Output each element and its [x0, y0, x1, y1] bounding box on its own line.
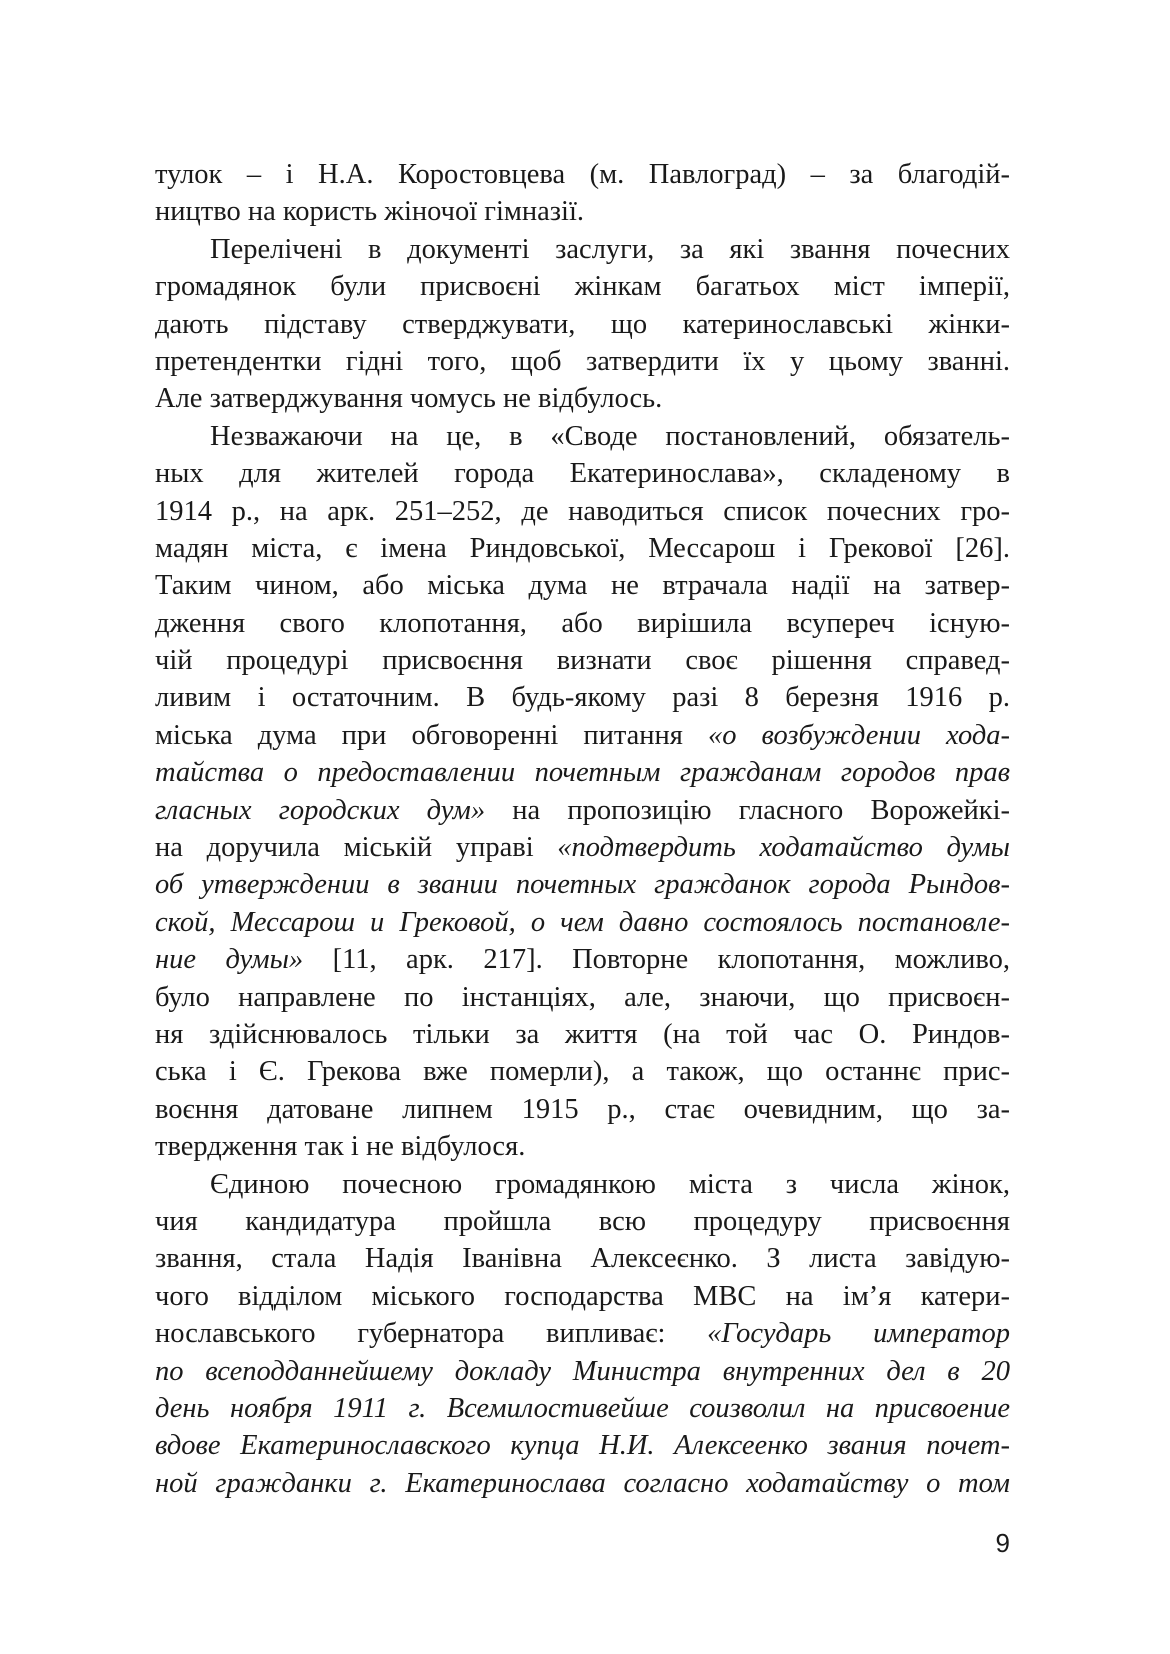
- text-line: [155, 642, 1010, 679]
- text-line: [155, 493, 1010, 530]
- text-run: твердження так і не відбулося.: [155, 1131, 526, 1163]
- text-run: дження свого клопотання, або вирішила всупереч існую-: [155, 607, 1010, 639]
- text-run: нославського губернатора випливає:: [155, 1318, 708, 1350]
- italic-quote-text: по всеподданнейшему докладу Министра внутренних дел в 20: [155, 1355, 1010, 1387]
- text-line: [155, 679, 1010, 716]
- italic-quote-text: ской, Мессарош и Грековой, о чем давно состоялось постановле-: [155, 906, 1010, 938]
- text-run: дають підставу стверджувати, що катеринославські жінки-: [155, 308, 1010, 340]
- text-line: [155, 268, 1010, 305]
- text-line: [155, 1278, 1010, 1315]
- text-line: [155, 754, 1010, 791]
- text-run: Незважаючи на це, в «Своде постановлений, обязатель-: [210, 420, 1010, 452]
- text-line: [155, 1465, 1010, 1502]
- text-line: [155, 829, 1010, 866]
- text-line: [155, 380, 1010, 417]
- text-run: ных для жителей города Екатеринослава», складеному в: [155, 458, 1010, 490]
- text-line: [155, 1203, 1010, 1240]
- text-line: [155, 1128, 1010, 1165]
- text-run: чия кандидатура пройшла всю процедуру присвоєння: [155, 1205, 1010, 1237]
- italic-quote-text: тайства о предоставлении почетным гражданам городов прав: [155, 757, 1010, 789]
- text-line: [155, 1166, 1010, 1203]
- text-line: [155, 306, 1010, 343]
- text-run: воєння датоване липнем 1915 р., стає очевидним, що за-: [155, 1093, 1010, 1125]
- text-line: [155, 717, 1010, 754]
- text-run: громадянок були присвоєні жінкам багатьох міст імперії,: [155, 271, 1010, 303]
- text-run: ня здійснювалось тільки за життя (на той час О. Риндов-: [155, 1018, 1010, 1050]
- italic-quote-text: вдове Екатеринославского купца Н.И. Алексеенко звания почет-: [155, 1430, 1010, 1462]
- text-run: було направлене по інстанціях, але, знаючи, що присвоєн-: [155, 981, 1010, 1013]
- paragraph: [155, 418, 1010, 1166]
- italic-quote-text: «Государь император: [707, 1318, 1010, 1350]
- text-run: ська і Є. Грекова вже померли), а також, що останнє прис-: [155, 1056, 1010, 1088]
- text-run: звання, стала Надія Іванівна Алексеєнко. З листа завідую-: [155, 1243, 1010, 1275]
- text-line: [155, 941, 1010, 978]
- text-line: [155, 866, 1010, 903]
- text-run: Перелічені в документі заслуги, за які звання почесних: [210, 233, 1010, 265]
- text-line: [155, 1353, 1010, 1390]
- text-line: [155, 567, 1010, 604]
- text-line: [155, 343, 1010, 380]
- text-run: чого відділом міського господарства МВС на ім’я катери-: [155, 1280, 1010, 1312]
- text-line: [155, 1016, 1010, 1053]
- italic-quote-text: ние думы»: [155, 944, 304, 976]
- text-line: [155, 193, 1010, 230]
- text-run: Таким чином, або міська дума не втрачала надії на затвер-: [155, 570, 1010, 602]
- italic-quote-text: ной гражданки г. Екатеринослава согласно ходатайству о том: [155, 1467, 1010, 1499]
- text-line: [155, 1091, 1010, 1128]
- text-line: [155, 530, 1010, 567]
- text-line: [155, 904, 1010, 941]
- text-line: [155, 1390, 1010, 1427]
- text-line: [155, 231, 1010, 268]
- text-line: [155, 156, 1010, 193]
- text-run: Але затверджування чомусь не відбулось.: [155, 383, 663, 415]
- text-line: [155, 1240, 1010, 1277]
- italic-quote-text: день ноября 1911 г. Всемилостивейше соизволил на присвоение: [155, 1392, 1010, 1424]
- text-run: міська дума при обговоренні питання: [155, 719, 708, 751]
- text-run: ництво на користь жіночої гімназії.: [155, 196, 585, 228]
- italic-quote-text: об утверждении в звании почетных гражданок города Рындов-: [155, 869, 1010, 901]
- paragraph: [155, 231, 1010, 418]
- text-run: [11, арк. 217]. Повторне клопотання, можливо,: [303, 944, 1010, 976]
- text-run: на пропозицію гласного Ворожейкі-: [485, 794, 1010, 826]
- text-run: тулок – і Н.А. Коростовцева (м. Павлоград) – за благодій-: [155, 159, 1010, 190]
- text-run: ливим і остаточним. В будь-якому разі 8 березня 1916 р.: [155, 682, 1010, 714]
- text-run: Єдиною почесною громадянкою міста з числа жінок,: [210, 1168, 1010, 1200]
- paragraph: [155, 156, 1010, 231]
- text-run: чій процедурі присвоєння визнати своє рішення справед-: [155, 645, 1010, 677]
- text-line: [155, 1053, 1010, 1090]
- text-run: 1914 р., на арк. 251–252, де наводиться список почесних гро-: [155, 495, 1010, 527]
- text-line: [155, 1427, 1010, 1464]
- text-line: [155, 792, 1010, 829]
- text-run: мадян міста, є імена Риндовської, Мессарош і Грекової [26].: [155, 532, 1010, 564]
- text-run: претендентки гідні того, щоб затвердити їх у цьому званні.: [155, 345, 1010, 377]
- text-line: [155, 1315, 1010, 1352]
- page-number: 9: [995, 1528, 1010, 1558]
- paragraph: [155, 1166, 1010, 1503]
- italic-quote-text: гласных городских дум»: [155, 794, 486, 826]
- text-line: [155, 605, 1010, 642]
- text-run: на доручила міській управі: [155, 832, 558, 864]
- text-line: [155, 455, 1010, 492]
- text-line: [155, 418, 1010, 455]
- text-line: [155, 979, 1010, 1016]
- italic-quote-text: «подтвердить ходатайство думы: [557, 832, 1010, 864]
- italic-quote-text: «о возбуждении хода-: [707, 719, 1011, 751]
- body-text: [155, 156, 1010, 1502]
